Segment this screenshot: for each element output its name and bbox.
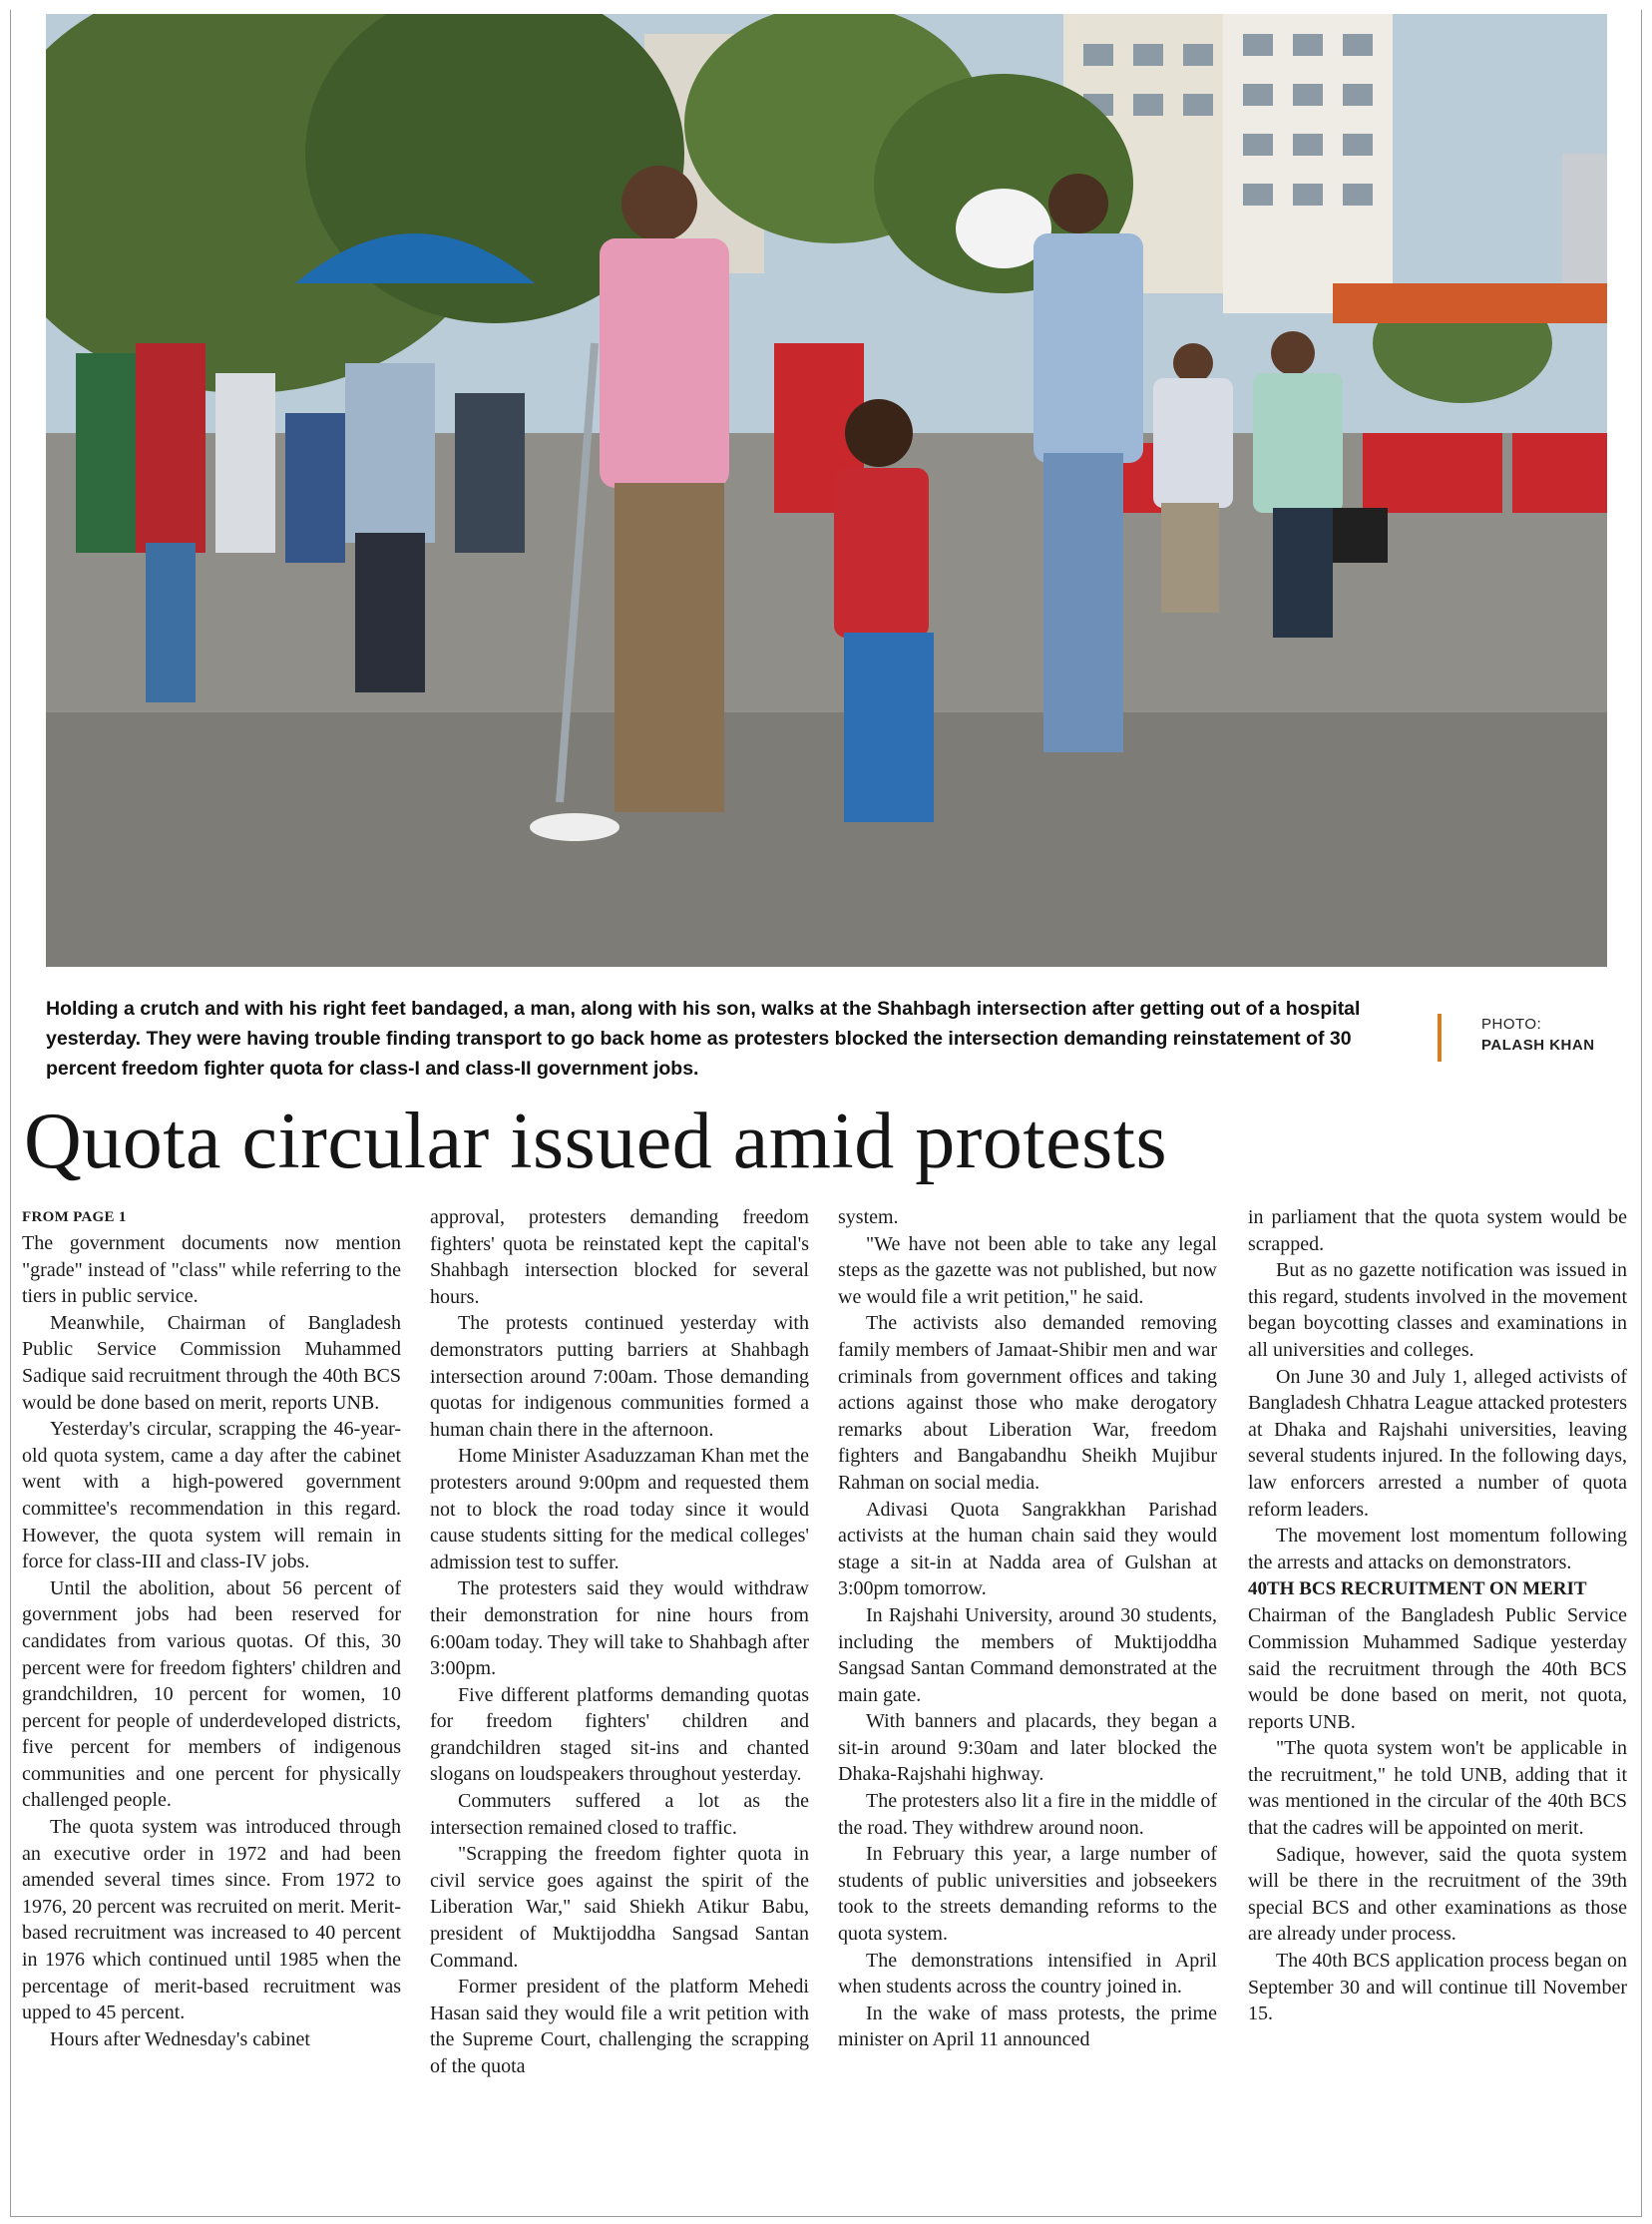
article-column-1 (22, 1204, 401, 2052)
paragraph: The activists also demanded removing family members of Jamaat-Shibir men and war criminals from government offices and taking actions against those who make derogatory remarks about Liberation War, freedom fighters and Bangabandhu Sheikh Mujibur Rahman on social media. (838, 1312, 1217, 1494)
paragraph: "The quota system won't be applicable in the recruitment," he told UNB, adding that it was mentioned in the circular of the 40th BCS that the cadres will be appointed on merit. (1248, 1737, 1627, 1840)
paragraph: The 40th BCS application process began on September 30 and will continue till November 15. (1248, 1950, 1627, 2025)
paragraph: Yesterday's circular, scrapping the 46-year-old quota system, came a day after the cabinet went with a high-powered government committee's recommendation in this regard. However, the quota system will remain in force for class-III and class-IV jobs. (22, 1418, 401, 1573)
paragraph: The quota system was introduced through an executive order in 1972 and had been amended several times since. From 1972 to 1976, 20 percent was recruited on merit. Merit-based recruitment was increased to 40 percent in 1976 which continued until 1985 when the percentage of merit-based recruitment was upped to 45 percent. (22, 1816, 401, 2024)
paragraph: Chairman of the Bangladesh Public Service Commission Muhammed Sadique yesterday said the recruitment through the 40th BCS would be done based on merit, not quota, reports UNB. (1248, 1604, 1627, 1733)
article-column-2 (430, 1204, 809, 2080)
paragraph: "We have not been able to take any legal steps as the gazette was not published, but now we would file a writ petition," he said. (838, 1232, 1217, 1308)
section-subhead: 40TH BCS RECRUITMENT ON MERIT (1248, 1578, 1587, 1600)
paragraph: On June 30 and July 1, alleged activists of Bangladesh Chhatra League attacked protesters at Dhaka and Rajshahi universities, leaving several students injured. In the following days, law enforcers arrested a number of quota reform leaders. (1248, 1365, 1627, 1521)
paragraph: In Rajshahi University, around 30 students, including the members of Muktijoddha Sangsad Santan Command demonstrated at the main gate. (838, 1603, 1217, 1706)
paragraph: With banners and placards, they began a sit-in around 9:30am and later blocked the Dhaka-Rajshahi highway. (838, 1710, 1217, 1786)
photo-overpass (1333, 283, 1607, 323)
paragraph: In the wake of mass protests, the prime minister on April 11 announced (838, 2002, 1217, 2051)
paragraph: The movement lost momentum following the arrests and attacks on demonstrators. (1248, 1525, 1627, 1573)
paragraph: The protesters said they would withdraw their demonstration for nine hours from 6:00am today. They will take to Shahbagh after 3:00pm. (430, 1577, 809, 1680)
paragraph: Commuters suffered a lot as the intersection remained closed to traffic. (430, 1790, 809, 1839)
photo-illustration (46, 14, 1607, 967)
paragraph: approval, protesters demanding freedom fighters' quota be reinstated kept the capital's Shahbagh intersection blocked for several hours. (430, 1206, 809, 1308)
paragraph: system. (838, 1206, 899, 1228)
photo-barricade (1512, 433, 1607, 513)
photo-barricade (1363, 433, 1502, 513)
paragraph: The demonstrations intensified in April when students across the country joined in. (838, 1949, 1217, 1999)
paragraph: The government documents now mention "grade" instead of "class" while referring to the tiers in public service. (22, 1232, 401, 1308)
paragraph: In February this year, a large number of students of public universities and jobseekers took to the streets demanding reforms to the quota system. (838, 1843, 1217, 1946)
paragraph: "Scrapping the freedom fighter quota in civil service goes against the spirit of the Liberation War," said Shiekh Atikur Babu, president of Muktijoddha Sangsad Santan Command. (430, 1843, 809, 1972)
paragraph: Hours after Wednesday's cabinet (50, 2027, 310, 2050)
photo-building (1562, 154, 1607, 303)
page-title: Quota circular issued amid protests (24, 1098, 1168, 1185)
paragraph: Meanwhile, Chairman of Bangladesh Public Service Commission Muhammed Sadique said recruitment through the 40th BCS would be done based on merit, reports UNB. (22, 1311, 401, 1414)
paragraph: Until the abolition, about 56 percent of government jobs had been reserved for candidates from various quotas. Of this, 30 percent were for freedom fighters' children and grandchildren, 10 percent for women, 10 percent for people of underdeveloped districts, five percent for members of indigenous communities and one percent for physically challenged people. (22, 1576, 401, 1812)
paragraph: Five different platforms demanding quotas for freedom fighters' children and grandchildren staged sit-ins and chanted slogans on loudspeakers throughout yesterday. (430, 1683, 809, 1786)
paragraph: Sadique, however, said the quota system will be there in the recruitment of the 39th special BCS and other examinations as those are already under process. (1248, 1843, 1627, 1946)
paragraph: Adivasi Quota Sangrakkhan Parishad activists at the human chain said they would stage a sit-in at Nadda area of Gulshan at 3:00pm tomorrow. (838, 1498, 1217, 1600)
photo-credit (1438, 1014, 1595, 1062)
photo-road-shade (46, 712, 1607, 967)
paragraph: The protests continued yesterday with demonstrators putting barriers at Shahbagh intersection around 7:00am. Those demanding quotas for indigenous communities formed a human chain there in the afternoon. (430, 1312, 809, 1441)
paragraph: But as no gazette notification was issued in this regard, students involved in the movement began boycotting classes and examinations in all universities and colleges. (1248, 1259, 1627, 1361)
article-column-3 (838, 1204, 1217, 2053)
photo-building (1223, 14, 1393, 313)
paragraph: The protesters also lit a fire in the middle of the road. They withdrew around noon. (838, 1790, 1217, 1839)
photo-credit-name: PALASH KHAN (1481, 1037, 1595, 1054)
photo-caption: Holding a crutch and with his right feet bandaged, a man, along with his son, walks at the Shahbagh intersection after getting out of a hospital yesterday. They were having trouble finding transport to go back home as protesters blocked the intersection demanding reinstatement of 30 percent freedom fighter quota for class-I and class-II government jobs. (46, 998, 1361, 1080)
paragraph: Home Minister Asaduzzaman Khan met the protesters around 9:00pm and requested them not to block the road today since it would cause students sitting for the medical colleges' admission test to suffer. (430, 1445, 809, 1573)
kicker-label: FROM PAGE 1 (22, 1209, 127, 1225)
paragraph: in parliament that the quota system would be scrapped. (1248, 1206, 1627, 1255)
news-photo (46, 14, 1607, 967)
paragraph: Former president of the platform Mehedi Hasan said they would file a writ petition with the Supreme Court, challenging the scrapping of the quota (430, 1976, 809, 2077)
article-column-4 (1248, 1204, 1627, 2027)
photo-credit-label: PHOTO: (1481, 1016, 1542, 1033)
